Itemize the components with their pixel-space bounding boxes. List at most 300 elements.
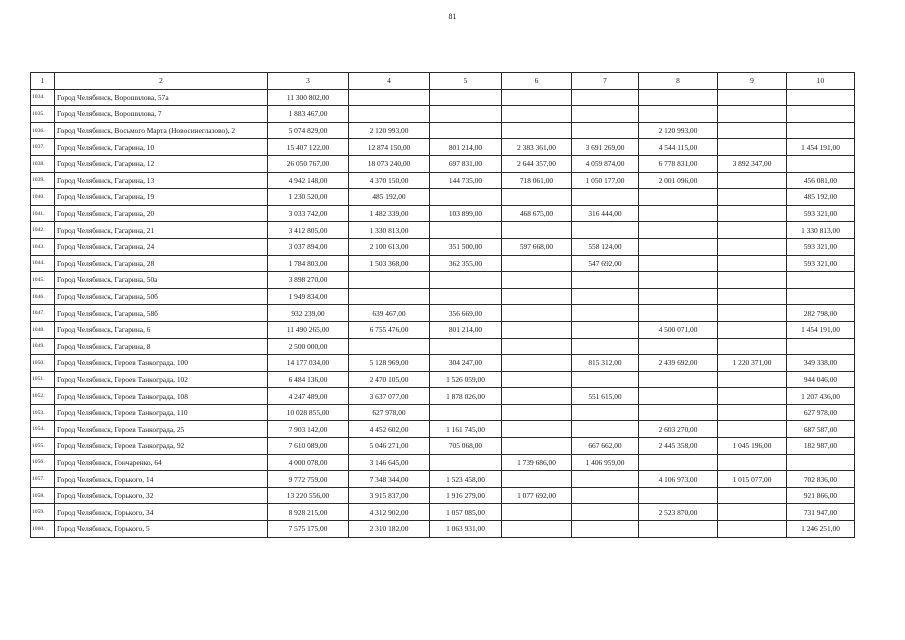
data-table bbox=[30, 72, 855, 538]
table-row bbox=[31, 321, 855, 338]
amount-cell: 627 978,00 bbox=[787, 404, 855, 421]
table-row bbox=[31, 255, 855, 272]
amount-cell: 1 050 177,00 bbox=[572, 172, 639, 189]
amount-cell: 801 214,00 bbox=[430, 321, 502, 338]
amount-cell bbox=[718, 255, 787, 272]
amount-cell: 7 903 142,00 bbox=[268, 421, 349, 438]
amount-cell bbox=[718, 205, 787, 222]
amount-cell: 2 523 870,00 bbox=[639, 504, 718, 521]
amount-cell bbox=[787, 89, 855, 106]
amount-cell: 10 028 855,00 bbox=[268, 404, 349, 421]
address-cell: Город Челябинск, Горького, 14 bbox=[55, 471, 268, 488]
amount-cell bbox=[639, 521, 718, 538]
amount-cell: 815 312,00 bbox=[572, 355, 639, 372]
table-row bbox=[31, 172, 855, 189]
table-row bbox=[31, 521, 855, 538]
amount-cell: 705 068,00 bbox=[430, 438, 502, 455]
amount-cell bbox=[430, 454, 502, 471]
amount-cell bbox=[349, 106, 430, 123]
amount-cell bbox=[639, 338, 718, 355]
table-row bbox=[31, 338, 855, 355]
amount-cell bbox=[430, 89, 502, 106]
amount-cell bbox=[787, 288, 855, 305]
amount-cell: 3 033 742,00 bbox=[268, 205, 349, 222]
amount-cell: 11 490 265,00 bbox=[268, 321, 349, 338]
amount-cell bbox=[718, 487, 787, 504]
amount-cell bbox=[787, 122, 855, 139]
address-cell: Город Челябинск, Горького, 5 bbox=[55, 521, 268, 538]
column-header: 6 bbox=[502, 73, 572, 90]
amount-cell: 3 146 645,00 bbox=[349, 454, 430, 471]
amount-cell bbox=[572, 371, 639, 388]
amount-cell: 1 883 467,00 bbox=[268, 106, 349, 123]
amount-cell: 7 610 089,00 bbox=[268, 438, 349, 455]
amount-cell bbox=[502, 504, 572, 521]
amount-cell: 1 207 436,00 bbox=[787, 388, 855, 405]
table-row bbox=[31, 222, 855, 239]
amount-cell: 5 046 271,00 bbox=[349, 438, 430, 455]
column-header: 9 bbox=[718, 73, 787, 90]
amount-cell bbox=[718, 305, 787, 322]
column-header: 5 bbox=[430, 73, 502, 90]
amount-cell: 362 355,00 bbox=[430, 255, 502, 272]
column-header: 7 bbox=[572, 73, 639, 90]
amount-cell bbox=[349, 89, 430, 106]
amount-cell: 702 836,00 bbox=[787, 471, 855, 488]
row-index-cell: 1042. bbox=[31, 222, 55, 239]
amount-cell: 4 942 148,00 bbox=[268, 172, 349, 189]
amount-cell bbox=[718, 404, 787, 421]
amount-cell: 593 321,00 bbox=[787, 238, 855, 255]
amount-cell bbox=[718, 521, 787, 538]
row-index-cell: 1048. bbox=[31, 321, 55, 338]
amount-cell bbox=[639, 288, 718, 305]
row-index-cell: 1038. bbox=[31, 155, 55, 172]
amount-cell bbox=[502, 255, 572, 272]
address-cell: Город Челябинск, Гагарина, 28 bbox=[55, 255, 268, 272]
amount-cell: 8 928 215,00 bbox=[268, 504, 349, 521]
amount-cell: 1 246 251,00 bbox=[787, 521, 855, 538]
amount-cell bbox=[349, 272, 430, 289]
amount-cell bbox=[718, 421, 787, 438]
amount-cell: 3 892 347,00 bbox=[718, 155, 787, 172]
amount-cell bbox=[572, 89, 639, 106]
table-row bbox=[31, 404, 855, 421]
row-index-cell: 1054. bbox=[31, 421, 55, 438]
amount-cell bbox=[502, 321, 572, 338]
page-number: 81 bbox=[448, 12, 457, 21]
amount-cell bbox=[502, 288, 572, 305]
amount-cell: 1 949 834,00 bbox=[268, 288, 349, 305]
amount-cell: 1 739 686,00 bbox=[502, 454, 572, 471]
amount-cell: 4 247 489,00 bbox=[268, 388, 349, 405]
amount-cell bbox=[718, 189, 787, 206]
amount-cell bbox=[430, 288, 502, 305]
amount-cell bbox=[430, 122, 502, 139]
address-cell: Город Челябинск, Горького, 32 bbox=[55, 487, 268, 504]
amount-cell: 456 081,00 bbox=[787, 172, 855, 189]
amount-cell: 2 500 000,00 bbox=[268, 338, 349, 355]
amount-cell bbox=[718, 106, 787, 123]
amount-cell bbox=[639, 89, 718, 106]
amount-cell: 2 644 357,00 bbox=[502, 155, 572, 172]
amount-cell: 3 412 805,00 bbox=[268, 222, 349, 239]
row-index-cell: 1057. bbox=[31, 471, 55, 488]
amount-cell bbox=[572, 222, 639, 239]
address-cell: Город Челябинск, Горького, 34 bbox=[55, 504, 268, 521]
amount-cell: 1 161 745,00 bbox=[430, 421, 502, 438]
address-cell: Город Челябинск, Героев Танкограда, 92 bbox=[55, 438, 268, 455]
amount-cell bbox=[787, 338, 855, 355]
row-index-cell: 1055. bbox=[31, 438, 55, 455]
amount-cell: 6 778 831,00 bbox=[639, 155, 718, 172]
amount-cell: 2 470 105,00 bbox=[349, 371, 430, 388]
amount-cell bbox=[572, 272, 639, 289]
amount-cell: 2 445 358,00 bbox=[639, 438, 718, 455]
amount-cell: 5 128 969,00 bbox=[349, 355, 430, 372]
amount-cell: 697 831,00 bbox=[430, 155, 502, 172]
amount-cell: 5 074 829,00 bbox=[268, 122, 349, 139]
amount-cell: 801 214,00 bbox=[430, 139, 502, 156]
table-row bbox=[31, 487, 855, 504]
amount-cell: 1 230 520,00 bbox=[268, 189, 349, 206]
amount-cell: 304 247,00 bbox=[430, 355, 502, 372]
amount-cell bbox=[430, 338, 502, 355]
row-index-cell: 1060. bbox=[31, 521, 55, 538]
amount-cell bbox=[430, 272, 502, 289]
amount-cell: 4 059 874,00 bbox=[572, 155, 639, 172]
row-index-cell: 1058. bbox=[31, 487, 55, 504]
amount-cell bbox=[502, 222, 572, 239]
amount-cell bbox=[572, 288, 639, 305]
amount-cell bbox=[572, 305, 639, 322]
amount-cell bbox=[502, 521, 572, 538]
amount-cell bbox=[639, 454, 718, 471]
amount-cell bbox=[502, 106, 572, 123]
table-row bbox=[31, 305, 855, 322]
amount-cell bbox=[718, 172, 787, 189]
amount-cell: 316 444,00 bbox=[572, 205, 639, 222]
row-index-cell: 1035. bbox=[31, 106, 55, 123]
amount-cell bbox=[572, 321, 639, 338]
amount-cell: 547 692,00 bbox=[572, 255, 639, 272]
table-row bbox=[31, 471, 855, 488]
amount-cell bbox=[639, 404, 718, 421]
amount-cell: 2 603 270,00 bbox=[639, 421, 718, 438]
row-index-cell: 1051. bbox=[31, 371, 55, 388]
amount-cell bbox=[502, 272, 572, 289]
amount-cell: 2 383 361,00 bbox=[502, 139, 572, 156]
amount-cell: 3 037 894,00 bbox=[268, 238, 349, 255]
amount-cell bbox=[639, 106, 718, 123]
amount-cell: 1 406 959,00 bbox=[572, 454, 639, 471]
amount-cell bbox=[572, 106, 639, 123]
amount-cell bbox=[718, 338, 787, 355]
amount-cell: 356 669,00 bbox=[430, 305, 502, 322]
amount-cell: 144 735,00 bbox=[430, 172, 502, 189]
column-header: 1 bbox=[31, 73, 55, 90]
amount-cell bbox=[572, 404, 639, 421]
address-cell: Город Челябинск, Гагарина, 21 bbox=[55, 222, 268, 239]
table-row bbox=[31, 421, 855, 438]
row-index-cell: 1059. bbox=[31, 504, 55, 521]
amount-cell bbox=[639, 487, 718, 504]
amount-cell bbox=[502, 388, 572, 405]
row-index-cell: 1034. bbox=[31, 89, 55, 106]
amount-cell: 7 348 344,00 bbox=[349, 471, 430, 488]
row-index-cell: 1050. bbox=[31, 355, 55, 372]
amount-cell bbox=[502, 189, 572, 206]
amount-cell: 1 454 191,00 bbox=[787, 139, 855, 156]
amount-cell: 1 330 813,00 bbox=[349, 222, 430, 239]
amount-cell: 103 899,00 bbox=[430, 205, 502, 222]
table-row bbox=[31, 454, 855, 471]
amount-cell: 1 916 279,00 bbox=[430, 487, 502, 504]
amount-cell: 3 915 837,00 bbox=[349, 487, 430, 504]
amount-cell bbox=[639, 305, 718, 322]
amount-cell: 2 120 993,00 bbox=[349, 122, 430, 139]
amount-cell: 6 484 136,00 bbox=[268, 371, 349, 388]
table-row bbox=[31, 388, 855, 405]
amount-cell bbox=[718, 139, 787, 156]
table-row bbox=[31, 288, 855, 305]
table-row bbox=[31, 155, 855, 172]
amount-cell: 667 662,00 bbox=[572, 438, 639, 455]
address-cell: Город Челябинск, Гагарина, 24 bbox=[55, 238, 268, 255]
amount-cell: 1 015 077,00 bbox=[718, 471, 787, 488]
amount-cell: 282 798,00 bbox=[787, 305, 855, 322]
row-index-cell: 1041. bbox=[31, 205, 55, 222]
amount-cell bbox=[639, 205, 718, 222]
amount-cell bbox=[639, 238, 718, 255]
table-row bbox=[31, 371, 855, 388]
amount-cell: 7 575 175,00 bbox=[268, 521, 349, 538]
amount-cell: 558 124,00 bbox=[572, 238, 639, 255]
amount-cell: 1 526 059,00 bbox=[430, 371, 502, 388]
amount-cell: 11 300 802,00 bbox=[268, 89, 349, 106]
amount-cell: 2 001 096,00 bbox=[639, 172, 718, 189]
amount-cell bbox=[502, 471, 572, 488]
address-cell: Город Челябинск, Ворошилова, 57а bbox=[55, 89, 268, 106]
address-cell: Город Челябинск, Восьмого Марта (Новосинеглазово), 2 bbox=[55, 122, 268, 139]
amount-cell bbox=[718, 504, 787, 521]
amount-cell bbox=[718, 238, 787, 255]
amount-cell: 718 061,00 bbox=[502, 172, 572, 189]
amount-cell bbox=[430, 404, 502, 421]
amount-cell: 1 482 339,00 bbox=[349, 205, 430, 222]
table-row bbox=[31, 189, 855, 206]
amount-cell bbox=[718, 321, 787, 338]
amount-cell: 4 544 115,00 bbox=[639, 139, 718, 156]
row-index-cell: 1037. bbox=[31, 139, 55, 156]
table-row bbox=[31, 238, 855, 255]
amount-cell bbox=[639, 222, 718, 239]
amount-cell: 2 439 692,00 bbox=[639, 355, 718, 372]
amount-cell: 4 370 150,00 bbox=[349, 172, 430, 189]
amount-cell bbox=[430, 106, 502, 123]
table-row bbox=[31, 106, 855, 123]
amount-cell: 921 866,00 bbox=[787, 487, 855, 504]
amount-cell bbox=[502, 122, 572, 139]
amount-cell: 4 500 071,00 bbox=[639, 321, 718, 338]
amount-cell: 1 878 026,00 bbox=[430, 388, 502, 405]
address-cell: Город Челябинск, Гагарина, 12 bbox=[55, 155, 268, 172]
address-cell: Город Челябинск, Гагарина, 19 bbox=[55, 189, 268, 206]
amount-cell bbox=[787, 155, 855, 172]
amount-cell: 3 637 077,00 bbox=[349, 388, 430, 405]
amount-cell: 1 523 458,00 bbox=[430, 471, 502, 488]
amount-cell bbox=[502, 338, 572, 355]
amount-cell: 15 407 122,00 bbox=[268, 139, 349, 156]
amount-cell: 932 239,00 bbox=[268, 305, 349, 322]
amount-cell: 4 106 973,00 bbox=[639, 471, 718, 488]
amount-cell: 3 691 269,00 bbox=[572, 139, 639, 156]
address-cell: Город Челябинск, Гагарина, 50а bbox=[55, 272, 268, 289]
amount-cell bbox=[502, 404, 572, 421]
amount-cell bbox=[787, 454, 855, 471]
column-header: 2 bbox=[55, 73, 268, 90]
amount-cell bbox=[572, 338, 639, 355]
address-cell: Город Челябинск, Гагарина, 20 bbox=[55, 205, 268, 222]
amount-cell bbox=[787, 106, 855, 123]
amount-cell: 1 045 196,00 bbox=[718, 438, 787, 455]
table-row bbox=[31, 139, 855, 156]
amount-cell: 1 220 371,00 bbox=[718, 355, 787, 372]
amount-cell bbox=[430, 222, 502, 239]
amount-cell: 1 057 085,00 bbox=[430, 504, 502, 521]
amount-cell bbox=[502, 421, 572, 438]
table-row bbox=[31, 205, 855, 222]
amount-cell: 2 120 993,00 bbox=[639, 122, 718, 139]
amount-cell: 182 987,00 bbox=[787, 438, 855, 455]
amount-cell: 639 467,00 bbox=[349, 305, 430, 322]
amount-cell: 687 587,00 bbox=[787, 421, 855, 438]
amount-cell bbox=[639, 255, 718, 272]
amount-cell: 18 073 240,00 bbox=[349, 155, 430, 172]
amount-cell bbox=[502, 371, 572, 388]
row-index-cell: 1056. bbox=[31, 454, 55, 471]
table-row bbox=[31, 438, 855, 455]
address-cell: Город Челябинск, Гагарина, 13 bbox=[55, 172, 268, 189]
amount-cell: 13 220 556,00 bbox=[268, 487, 349, 504]
amount-cell: 485 192,00 bbox=[787, 189, 855, 206]
amount-cell bbox=[572, 487, 639, 504]
address-cell: Город Челябинск, Гагарина, 6 bbox=[55, 321, 268, 338]
address-cell: Город Челябинск, Героев Танкограда, 110 bbox=[55, 404, 268, 421]
address-cell: Город Челябинск, Героев Танкограда, 100 bbox=[55, 355, 268, 372]
amount-cell: 627 978,00 bbox=[349, 404, 430, 421]
amount-cell: 351 500,00 bbox=[430, 238, 502, 255]
amount-cell: 2 310 182,00 bbox=[349, 521, 430, 538]
column-header: 8 bbox=[639, 73, 718, 90]
amount-cell bbox=[787, 272, 855, 289]
amount-cell: 1 784 803,00 bbox=[268, 255, 349, 272]
amount-cell bbox=[572, 189, 639, 206]
amount-cell bbox=[718, 222, 787, 239]
amount-cell bbox=[639, 189, 718, 206]
amount-cell: 12 874 150,00 bbox=[349, 139, 430, 156]
amount-cell bbox=[718, 371, 787, 388]
amount-cell bbox=[572, 122, 639, 139]
amount-cell bbox=[502, 305, 572, 322]
amount-cell: 468 675,00 bbox=[502, 205, 572, 222]
table-row bbox=[31, 89, 855, 106]
amount-cell bbox=[639, 388, 718, 405]
amount-cell bbox=[572, 521, 639, 538]
row-index-cell: 1053. bbox=[31, 404, 55, 421]
amount-cell bbox=[718, 89, 787, 106]
table-row bbox=[31, 355, 855, 372]
amount-cell: 593 321,00 bbox=[787, 255, 855, 272]
amount-cell: 597 668,00 bbox=[502, 238, 572, 255]
row-index-cell: 1043. bbox=[31, 238, 55, 255]
amount-cell: 1 330 813,00 bbox=[787, 222, 855, 239]
amount-cell bbox=[502, 438, 572, 455]
amount-cell bbox=[502, 355, 572, 372]
table-row bbox=[31, 122, 855, 139]
amount-cell bbox=[718, 272, 787, 289]
amount-cell: 4 452 602,00 bbox=[349, 421, 430, 438]
amount-cell bbox=[718, 388, 787, 405]
amount-cell: 4 312 902,00 bbox=[349, 504, 430, 521]
row-index-cell: 1039. bbox=[31, 172, 55, 189]
amount-cell: 485 192,00 bbox=[349, 189, 430, 206]
amount-cell bbox=[349, 288, 430, 305]
table-row bbox=[31, 504, 855, 521]
amount-cell bbox=[572, 421, 639, 438]
amount-cell: 14 177 034,00 bbox=[268, 355, 349, 372]
amount-cell bbox=[718, 454, 787, 471]
amount-cell: 4 000 078,00 bbox=[268, 454, 349, 471]
row-index-cell: 1047. bbox=[31, 305, 55, 322]
address-cell: Город Челябинск, Гагарина, 50б bbox=[55, 288, 268, 305]
amount-cell: 9 772 759,00 bbox=[268, 471, 349, 488]
column-header: 10 bbox=[787, 73, 855, 90]
address-cell: Город Челябинск, Гончаренко, 64 bbox=[55, 454, 268, 471]
row-index-cell: 1052. bbox=[31, 388, 55, 405]
row-index-cell: 1036. bbox=[31, 122, 55, 139]
address-cell: Город Челябинск, Ворошилова, 7 bbox=[55, 106, 268, 123]
address-cell: Город Челябинск, Гагарина, 58б bbox=[55, 305, 268, 322]
table-row bbox=[31, 272, 855, 289]
amount-cell bbox=[572, 504, 639, 521]
amount-cell: 26 050 767,00 bbox=[268, 155, 349, 172]
column-header: 3 bbox=[268, 73, 349, 90]
address-cell: Город Челябинск, Героев Танкограда, 108 bbox=[55, 388, 268, 405]
amount-cell bbox=[718, 288, 787, 305]
amount-cell bbox=[572, 471, 639, 488]
table-header-row bbox=[31, 73, 855, 90]
amount-cell bbox=[639, 371, 718, 388]
amount-cell: 6 755 476,00 bbox=[349, 321, 430, 338]
amount-cell bbox=[502, 89, 572, 106]
amount-cell: 2 100 613,00 bbox=[349, 238, 430, 255]
column-header: 4 bbox=[349, 73, 430, 90]
amount-cell: 1 454 191,00 bbox=[787, 321, 855, 338]
amount-cell bbox=[718, 122, 787, 139]
amount-cell bbox=[349, 338, 430, 355]
amount-cell bbox=[430, 189, 502, 206]
row-index-cell: 1044. bbox=[31, 255, 55, 272]
row-index-cell: 1040. bbox=[31, 189, 55, 206]
amount-cell: 1 063 931,00 bbox=[430, 521, 502, 538]
amount-cell: 1 077 692,00 bbox=[502, 487, 572, 504]
address-cell: Город Челябинск, Гагарина, 8 bbox=[55, 338, 268, 355]
row-index-cell: 1045. bbox=[31, 272, 55, 289]
address-cell: Город Челябинск, Гагарина, 10 bbox=[55, 139, 268, 156]
address-cell: Город Челябинск, Героев Танкограда, 102 bbox=[55, 371, 268, 388]
amount-cell: 349 338,00 bbox=[787, 355, 855, 372]
